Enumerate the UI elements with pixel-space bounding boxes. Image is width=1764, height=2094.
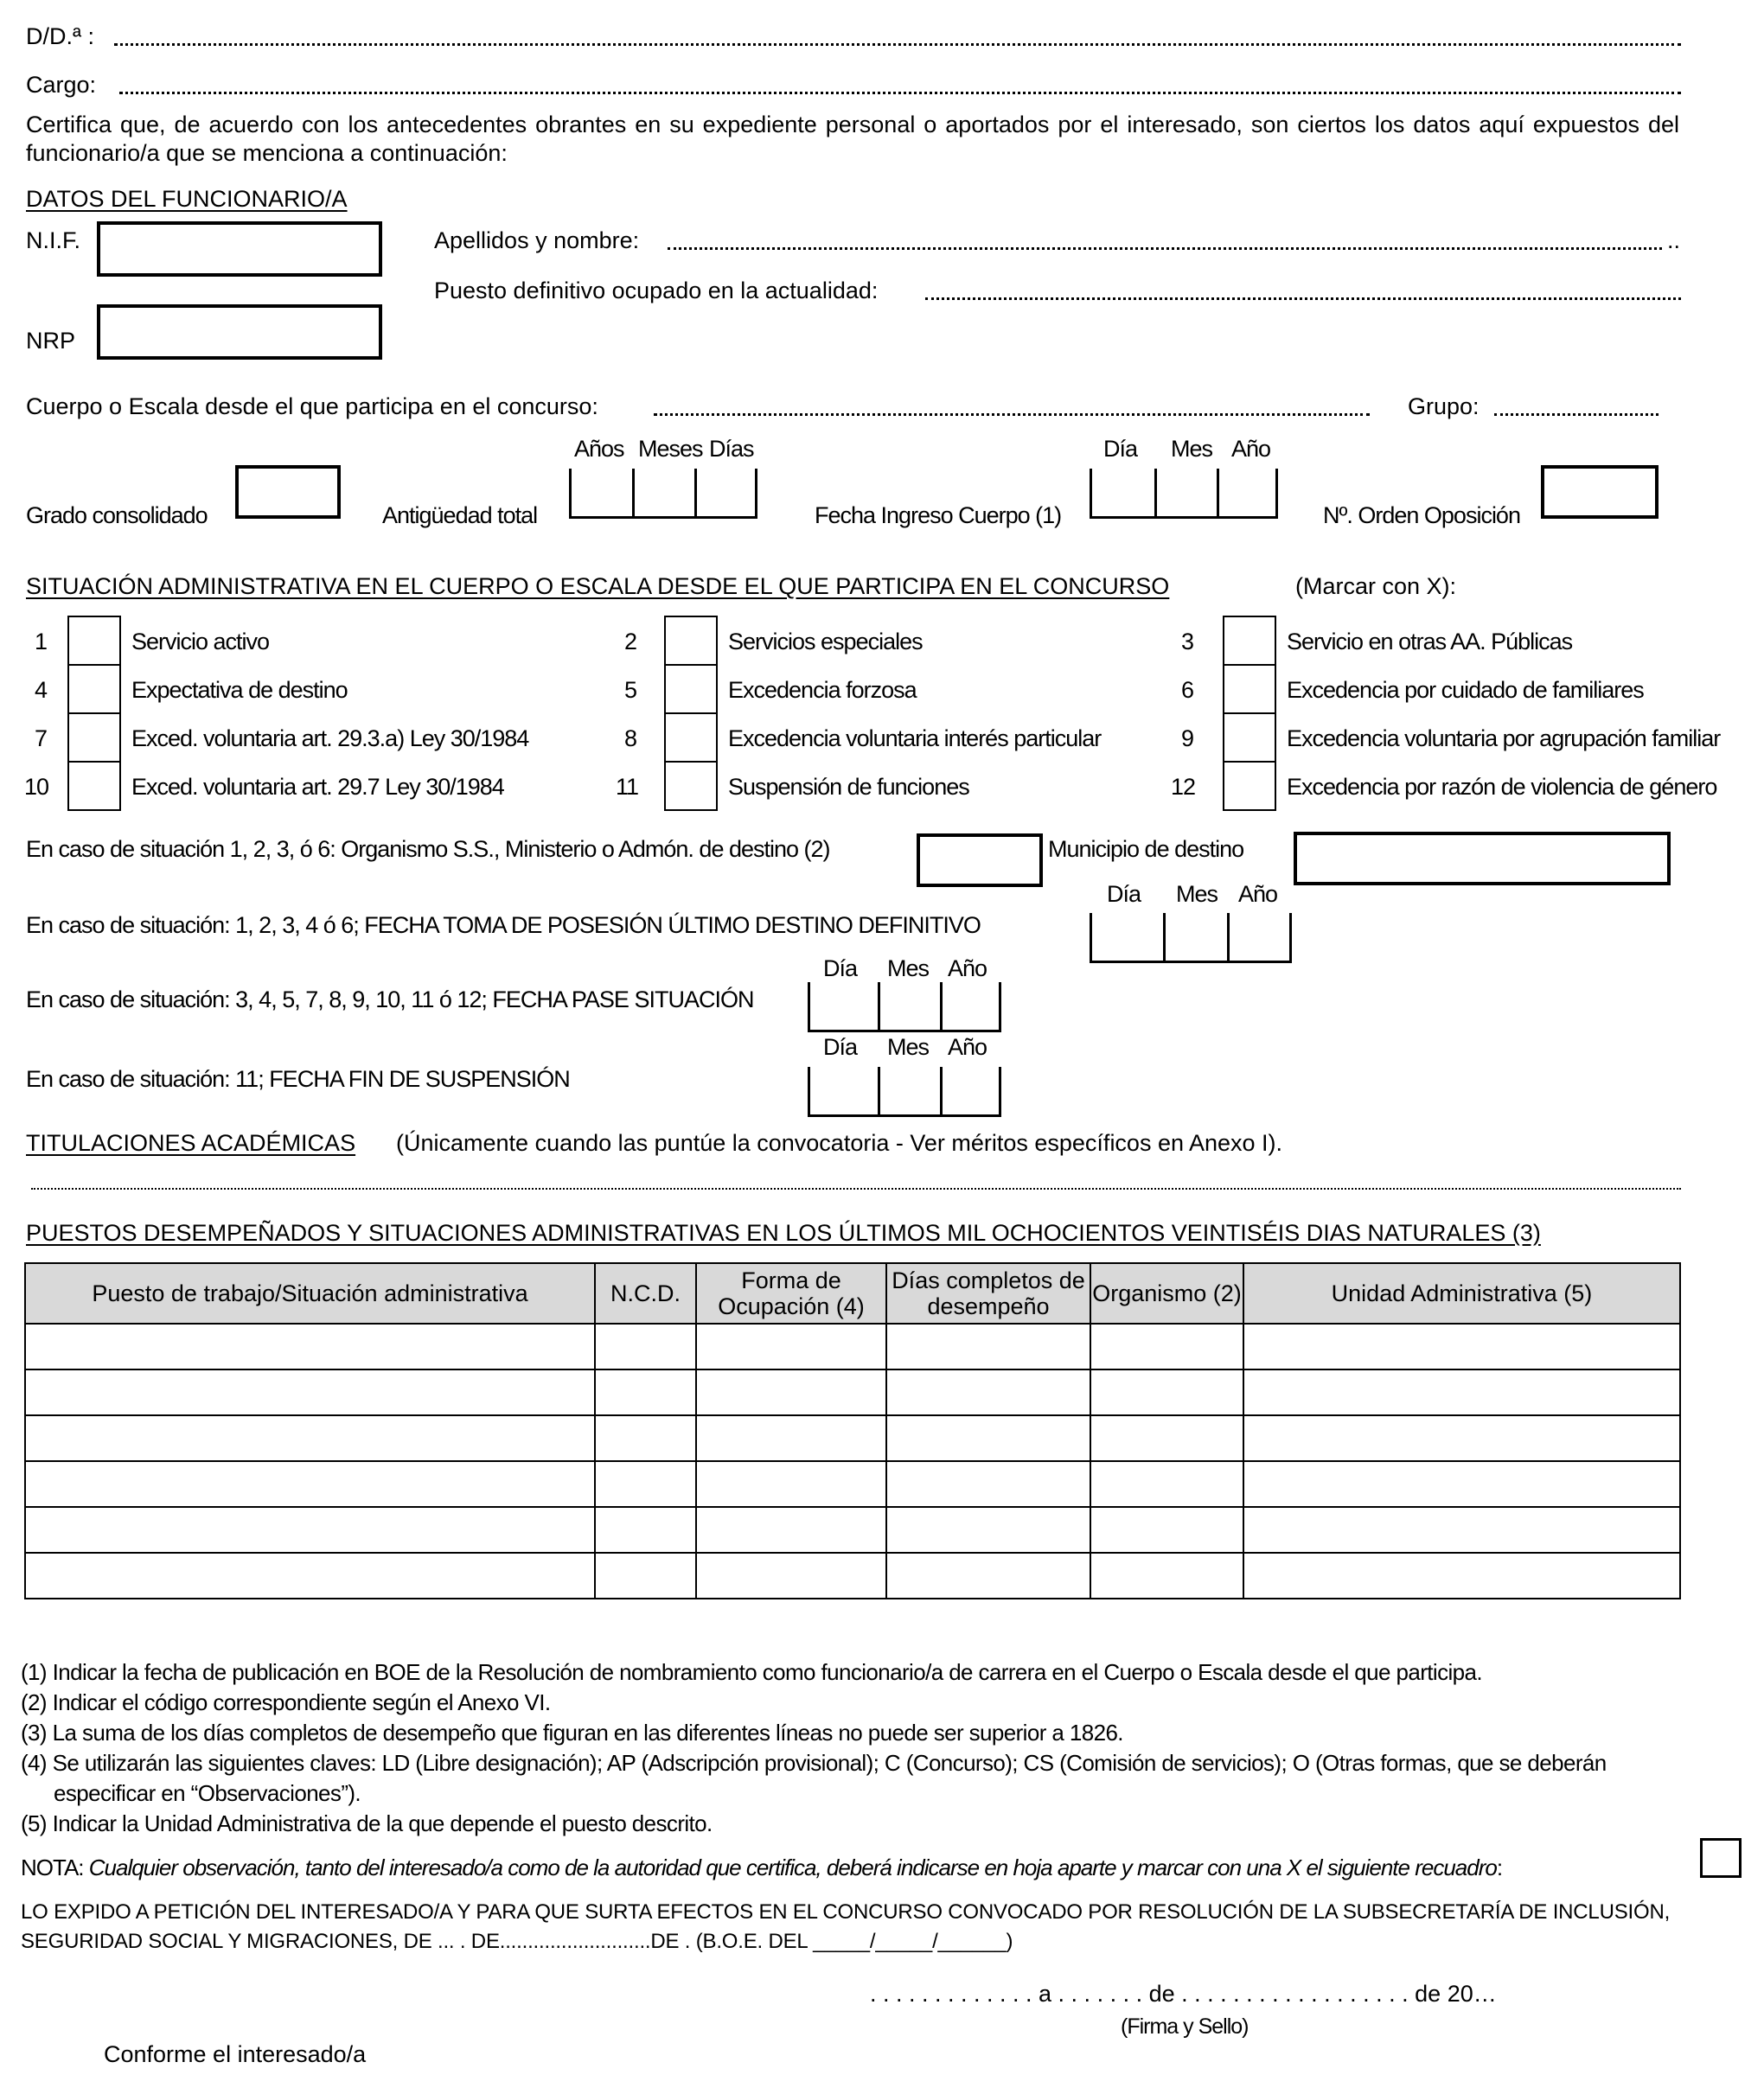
- grupo-field[interactable]: [1494, 413, 1659, 416]
- orden-input[interactable]: [1541, 465, 1659, 519]
- fecha-ingreso-label: Fecha Ingreso Cuerpo (1): [815, 502, 1062, 528]
- table-cell[interactable]: [886, 1415, 1090, 1461]
- cargo-label: Cargo:: [26, 72, 97, 98]
- footnote: (1) Indicar la fecha de publicación en BOE de la Resolución de nombramiento como funcionario/a de carrera en el Cuerpo o Escala desde el que participa.: [21, 1659, 1482, 1685]
- table-cell[interactable]: [595, 1415, 696, 1461]
- municipio-input[interactable]: [1294, 832, 1671, 885]
- column-header: Organismo (2): [1090, 1263, 1243, 1324]
- toma-posesion-label: En caso de situación: 1, 2, 3, 4 ó 6; FECHA TOMA DE POSESIÓN ÚLTIMO DESTINO DEFINITIVO: [26, 912, 981, 938]
- antiguedad-col-meses: Meses: [638, 436, 703, 462]
- table-cell[interactable]: [1090, 1507, 1243, 1553]
- situacion-num: 2: [624, 629, 637, 654]
- situacion-label: Excedencia por razón de violencia de género: [1287, 774, 1717, 800]
- table-cell[interactable]: [696, 1415, 886, 1461]
- table-row: [25, 1507, 1680, 1553]
- cuerpo-field[interactable]: [654, 413, 1370, 416]
- situacion-label: Expectativa de destino: [131, 677, 348, 703]
- nota-text: NOTA: Cualquier observación, tanto del interesado/a como de la autoridad que certifica, deberá indicarse en hoja aparte y marcar con una X el siguiente recuadro:: [21, 1855, 1503, 1880]
- table-cell[interactable]: [1243, 1369, 1680, 1415]
- antiguedad-input[interactable]: [569, 469, 757, 519]
- nota-checkbox[interactable]: [1700, 1838, 1742, 1878]
- firma-sello: (Firma y Sello): [1121, 2014, 1249, 2039]
- table-cell[interactable]: [886, 1324, 1090, 1369]
- situacion-checkbox-9[interactable]: [1223, 712, 1276, 763]
- table-row: [25, 1324, 1680, 1369]
- nif-input[interactable]: [97, 221, 382, 277]
- table-header-row: [25, 1263, 1680, 1324]
- datos-section-title: DATOS DEL FUNCIONARIO/A: [26, 186, 348, 212]
- table-cell[interactable]: [1090, 1553, 1243, 1599]
- cargo-field[interactable]: [119, 92, 1681, 94]
- footnote: (3) La suma de los días completos de desempeño que figuran en las diferentes líneas no puede ser superior a 1826.: [21, 1720, 1123, 1746]
- table-cell[interactable]: [595, 1324, 696, 1369]
- dd-field[interactable]: [114, 43, 1681, 46]
- situacion-label: Excedencia voluntaria por agrupación familiar: [1287, 725, 1721, 751]
- grado-label: Grado consolidado: [26, 502, 208, 528]
- nif-label: N.I.F.: [26, 227, 81, 253]
- table-cell[interactable]: [595, 1553, 696, 1599]
- situacion-label: Exced. voluntaria art. 29.7 Ley 30/1984: [131, 774, 504, 800]
- situacion-num: 6: [1181, 677, 1194, 703]
- situacion-checkbox-3[interactable]: [1223, 616, 1276, 666]
- firma-date-line: . . . . . . . . . . . . . a . . . . . . . de . . . . . . . . . . . . . . . . . . de 20…: [870, 1981, 1497, 2007]
- titulaciones-note: (Únicamente cuando las puntúe la convocatoria - Ver méritos específicos en Anexo I).: [396, 1130, 1283, 1156]
- table-cell[interactable]: [1243, 1324, 1680, 1369]
- grupo-label: Grupo:: [1408, 393, 1480, 419]
- antiguedad-col-anos: Años: [574, 436, 624, 462]
- column-header: Puesto de trabajo/Situación administrativa: [25, 1263, 595, 1324]
- table-cell[interactable]: [595, 1461, 696, 1507]
- situacion-num: 8: [624, 725, 637, 751]
- expido-line-2: SEGURIDAD SOCIAL Y MIGRACIONES, DE ... . DE...........................DE . (B.O.E. DEL _____/_____/______): [21, 1930, 1013, 1953]
- table-cell[interactable]: [25, 1369, 595, 1415]
- situacion-num: 3: [1181, 629, 1194, 654]
- situacion-label: Suspensión de funciones: [728, 774, 969, 800]
- nrp-input[interactable]: [97, 304, 382, 360]
- marcar-hint: (Marcar con X):: [1295, 573, 1457, 599]
- footnote: (5) Indicar la Unidad Administrativa de la que depende el puesto descrito.: [21, 1810, 713, 1836]
- apellidos-field[interactable]: [668, 247, 1662, 250]
- situacion-checkbox-5[interactable]: [664, 664, 718, 714]
- table-cell[interactable]: [1243, 1507, 1680, 1553]
- table-cell[interactable]: [25, 1553, 595, 1599]
- toma-col-mes: Mes: [1176, 881, 1218, 907]
- situacion-checkbox-2[interactable]: [664, 616, 718, 666]
- table-cell[interactable]: [886, 1507, 1090, 1553]
- pase-col-dia: Día: [823, 955, 858, 981]
- situacion-checkbox-8[interactable]: [664, 712, 718, 763]
- situacion-label: Servicios especiales: [728, 629, 923, 654]
- table-cell[interactable]: [696, 1369, 886, 1415]
- situacion-num: 11: [616, 774, 639, 800]
- situacion-label: Excedencia voluntaria interés particular: [728, 725, 1102, 751]
- fin-col-dia: Día: [823, 1034, 858, 1060]
- situacion-checkbox-12[interactable]: [1223, 761, 1276, 811]
- situacion-label: Servicio activo: [131, 629, 270, 654]
- cuerpo-label: Cuerpo o Escala desde el que participa en el concurso:: [26, 393, 598, 419]
- situacion-num: 4: [35, 677, 48, 703]
- titulaciones-section-title: TITULACIONES ACADÉMICAS: [26, 1130, 356, 1156]
- column-header: Unidad Administrativa (5): [1243, 1263, 1680, 1324]
- situacion-checkbox-1[interactable]: [67, 616, 121, 666]
- situacion-checkbox-10[interactable]: [67, 761, 121, 811]
- table-cell[interactable]: [886, 1553, 1090, 1599]
- orden-label: Nº. Orden Oposición: [1323, 502, 1520, 528]
- table-cell[interactable]: [696, 1324, 886, 1369]
- puestos-table: [24, 1262, 1681, 1599]
- certifica-text: Certifica que, de acuerdo con los antecedentes obrantes en su expediente personal o aportados por el interesado, son ciertos los datos aquí expuestos del funcionario/a que se menciona a continuación:: [26, 112, 1679, 166]
- situacion-num: 5: [624, 677, 637, 703]
- table-cell[interactable]: [696, 1553, 886, 1599]
- puesto-label: Puesto definitivo ocupado en la actualidad:: [434, 278, 879, 303]
- fin-label: En caso de situación: 11; FECHA FIN DE SUSPENSIÓN: [26, 1066, 570, 1092]
- organismo-input[interactable]: [917, 833, 1043, 887]
- grado-input[interactable]: [235, 465, 341, 519]
- apellidos-label: Apellidos y nombre:: [434, 227, 640, 253]
- table-row: [25, 1461, 1680, 1507]
- fin-col-mes: Mes: [887, 1034, 930, 1060]
- pase-col-mes: Mes: [887, 955, 930, 981]
- table-cell[interactable]: [595, 1507, 696, 1553]
- table-cell[interactable]: [886, 1461, 1090, 1507]
- situacion-num: 12: [1171, 774, 1196, 800]
- table-row: [25, 1369, 1680, 1415]
- table-cell[interactable]: [25, 1461, 595, 1507]
- fin-col-ano: Año: [948, 1034, 987, 1060]
- table-cell[interactable]: [25, 1507, 595, 1553]
- titulaciones-field[interactable]: [31, 1188, 1681, 1190]
- ingreso-col-mes: Mes: [1171, 436, 1213, 462]
- situacion-label: Exced. voluntaria art. 29.3.a) Ley 30/1984: [131, 725, 529, 751]
- table-cell[interactable]: [1090, 1415, 1243, 1461]
- column-header: Días completos de desempeño: [886, 1263, 1090, 1324]
- puestos-section-title: PUESTOS DESEMPEÑADOS Y SITUACIONES ADMINISTRATIVAS EN LOS ÚLTIMOS MIL OCHOCIENTOS VEINTISÉIS DIAS NATURALES (3): [26, 1220, 1541, 1246]
- conforme-label: Conforme el interesado/a: [104, 2041, 367, 2067]
- pase-col-ano: Año: [948, 955, 987, 981]
- situacion-checkbox-11[interactable]: [664, 761, 718, 811]
- table-row: [25, 1415, 1680, 1461]
- table-cell[interactable]: [886, 1369, 1090, 1415]
- column-header: N.C.D.: [595, 1263, 696, 1324]
- situacion-checkbox-6[interactable]: [1223, 664, 1276, 714]
- table-cell[interactable]: [1243, 1415, 1680, 1461]
- situacion-checkbox-7[interactable]: [67, 712, 121, 763]
- pase-label: En caso de situación: 3, 4, 5, 7, 8, 9, 10, 11 ó 12; FECHA PASE SITUACIÓN: [26, 986, 754, 1012]
- antiguedad-col-dias: Días: [709, 436, 754, 462]
- table-cell[interactable]: [25, 1324, 595, 1369]
- situacion-num: 10: [24, 774, 49, 800]
- nrp-label: NRP: [26, 328, 76, 354]
- organismo-label: En caso de situación 1, 2, 3, ó 6: Organismo S.S., Ministerio o Admón. de destino (2): [26, 836, 830, 862]
- table-cell[interactable]: [1243, 1553, 1680, 1599]
- footnote: (2) Indicar el código correspondiente según el Anexo VI.: [21, 1689, 551, 1715]
- apellidos-tail: ..: [1667, 227, 1681, 253]
- toma-col-ano: Año: [1238, 881, 1278, 907]
- situacion-label: Excedencia por cuidado de familiares: [1287, 677, 1644, 703]
- table-cell[interactable]: [696, 1507, 886, 1553]
- column-header: Forma de Ocupación (4): [696, 1263, 886, 1324]
- toma-posesion-input[interactable]: [1090, 913, 1292, 963]
- fecha-ingreso-input[interactable]: [1090, 469, 1278, 519]
- table-cell[interactable]: [595, 1369, 696, 1415]
- table-cell[interactable]: [1090, 1324, 1243, 1369]
- table-cell[interactable]: [25, 1415, 595, 1461]
- table-row: [25, 1553, 1680, 1599]
- ingreso-col-dia: Día: [1103, 436, 1138, 462]
- situacion-label: Excedencia forzosa: [728, 677, 917, 703]
- pase-input[interactable]: [808, 982, 1001, 1032]
- table-cell[interactable]: [696, 1461, 886, 1507]
- table-cell[interactable]: [1090, 1461, 1243, 1507]
- table-cell[interactable]: [1090, 1369, 1243, 1415]
- situacion-num: 9: [1181, 725, 1194, 751]
- fin-input[interactable]: [808, 1067, 1001, 1117]
- dd-label: D/D.ª :: [26, 23, 94, 49]
- footnote: (4) Se utilizarán las siguientes claves: LD (Libre designación); AP (Adscripción provisional); C (Concurso); CS (Comisión de servicios); O (Otras formas, que se deberán: [21, 1750, 1607, 1776]
- table-cell[interactable]: [1243, 1461, 1680, 1507]
- situacion-checkbox-4[interactable]: [67, 664, 121, 714]
- situacion-num: 7: [35, 725, 48, 751]
- situacion-label: Servicio en otras AA. Públicas: [1287, 629, 1573, 654]
- situacion-section-title: SITUACIÓN ADMINISTRATIVA EN EL CUERPO O ESCALA DESDE EL QUE PARTICIPA EN EL CONCURSO: [26, 573, 1170, 599]
- municipio-label: Municipio de destino: [1048, 836, 1244, 862]
- ingreso-col-ano: Año: [1231, 436, 1271, 462]
- antiguedad-label: Antigüedad total: [382, 502, 538, 528]
- expido-line-1: LO EXPIDO A PETICIÓN DEL INTERESADO/A Y PARA QUE SURTA EFECTOS EN EL CONCURSO CONVOCADO POR RESOLUCIÓN DE LA SUBSECRETARÍA DE INCLUSIÓN,: [21, 1900, 1671, 1924]
- footnote: especificar en “Observaciones”).: [54, 1780, 361, 1806]
- situacion-num: 1: [35, 629, 48, 654]
- puesto-field[interactable]: [925, 297, 1681, 300]
- toma-col-dia: Día: [1107, 881, 1141, 907]
